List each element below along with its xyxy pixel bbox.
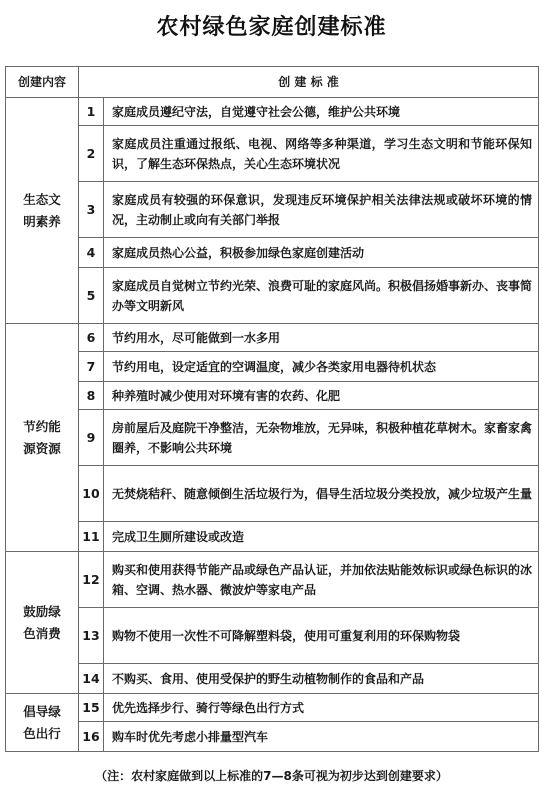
- table-row: [6, 694, 539, 722]
- category-cell: 节约能源资源: [6, 324, 79, 552]
- header-content: 创建内容: [6, 67, 79, 98]
- category-cell: 鼓励绿色消费: [6, 552, 79, 694]
- item-text: 节约用水，尽可能做到一水多用: [104, 324, 539, 352]
- table-row: [6, 268, 539, 324]
- item-number: 11: [79, 522, 104, 552]
- item-text: 无焚烧秸秆、随意倾倒生活垃圾行为，倡导生活垃圾分类投放，减少垃圾产生量: [104, 466, 539, 522]
- page-title: 农村绿色家庭创建标准: [156, 15, 387, 40]
- item-text: 家庭成员注重通过报纸、电视、网络等多种渠道，学习生态文明和节能环保知识，了解生态环保热点，关心生态环境状况: [104, 126, 539, 182]
- item-number: 9: [79, 410, 104, 466]
- table-row: [6, 410, 539, 466]
- table-row: [6, 238, 539, 268]
- table-row: [6, 722, 539, 752]
- item-number: 12: [79, 552, 104, 608]
- item-number: 15: [79, 694, 104, 722]
- standards-table: [5, 66, 539, 752]
- table-row: [6, 324, 539, 352]
- table-header-row: [6, 67, 539, 98]
- item-text: 家庭成员有较强的环保意识，发现违反环境保护相关法律法规或破坏环境的情况，主动制止或向有关部门举报: [104, 182, 539, 238]
- item-number: 14: [79, 664, 104, 694]
- item-text: 家庭成员遵纪守法，自觉遵守社会公德，维护公共环境: [104, 98, 539, 126]
- table-row: [6, 182, 539, 238]
- table-row: [6, 608, 539, 664]
- item-number: 13: [79, 608, 104, 664]
- item-number: 1: [79, 98, 104, 126]
- item-number: 5: [79, 268, 104, 324]
- item-number: 6: [79, 324, 104, 352]
- table-row: [6, 352, 539, 382]
- item-text: 节约用电，设定适宜的空调温度，减少各类家用电器待机状态: [104, 352, 539, 382]
- item-text: 家庭成员热心公益，积极参加绿色家庭创建活动: [104, 238, 539, 268]
- item-number: 8: [79, 382, 104, 410]
- item-number: 3: [79, 182, 104, 238]
- item-number: 2: [79, 126, 104, 182]
- table-row: [6, 98, 539, 126]
- table-row: [6, 552, 539, 608]
- category-cell: 生态文明素养: [6, 98, 79, 324]
- category-cell: 倡导绿色出行: [6, 694, 79, 752]
- item-number: 7: [79, 352, 104, 382]
- item-number: 10: [79, 466, 104, 522]
- item-text: 完成卫生厕所建设或改造: [104, 522, 539, 552]
- table-row: [6, 664, 539, 694]
- item-text: 购物不使用一次性不可降解塑料袋，使用可重复利用的环保购物袋: [104, 608, 539, 664]
- footnote: （注：农村家庭做到以上标准的7—8条可视为初步达到创建要求）: [95, 769, 448, 783]
- table-row: [6, 522, 539, 552]
- item-text: 家庭成员自觉树立节约光荣、浪费可耻的家庭风尚。积极倡扬婚事新办、丧事简办等文明新风: [104, 268, 539, 324]
- table-row: [6, 382, 539, 410]
- item-number: 4: [79, 238, 104, 268]
- item-text: 购车时优先考虑小排量型汽车: [104, 722, 539, 752]
- item-text: 购买和使用获得节能产品或绿色产品认证，并加依法贴能效标识或绿色标识的冰箱、空调、热水器、微波炉等家电产品: [104, 552, 539, 608]
- item-text: 种养殖时减少使用对环境有害的农药、化肥: [104, 382, 539, 410]
- item-text: 不购买、食用、使用受保护的野生动植物制作的食品和产品: [104, 664, 539, 694]
- table-row: [6, 126, 539, 182]
- header-standard: 创 建 标 准: [79, 67, 539, 98]
- item-number: 16: [79, 722, 104, 752]
- item-text: 优先选择步行、骑行等绿色出行方式: [104, 694, 539, 722]
- table-row: [6, 466, 539, 522]
- item-text: 房前屋后及庭院干净整洁，无杂物堆放，无异味，积极种植花草树木。家畜家禽圈养，不影响公共环境: [104, 410, 539, 466]
